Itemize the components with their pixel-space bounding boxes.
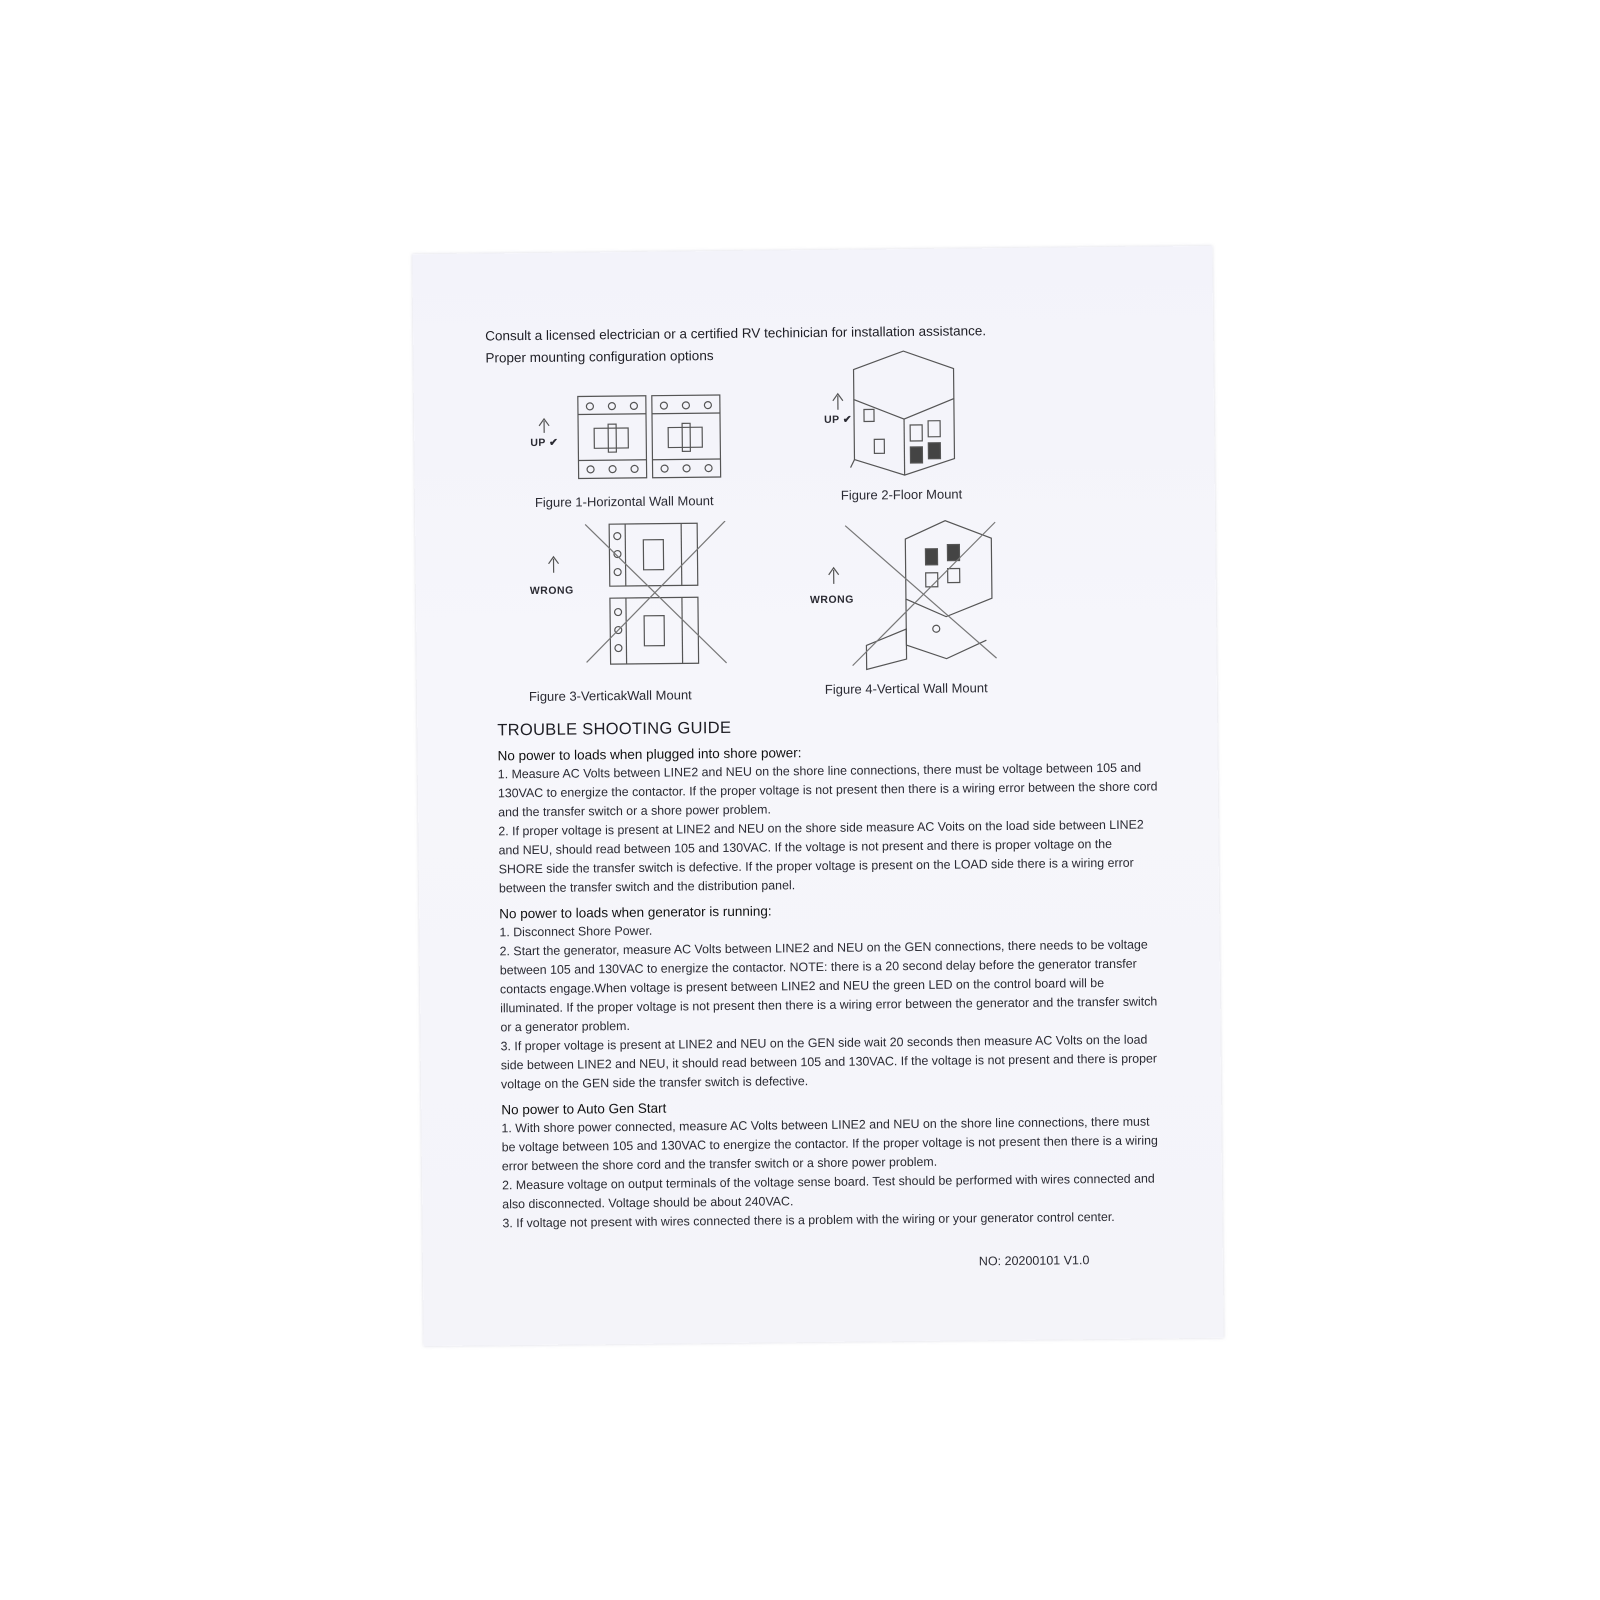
auto-gen-item-1: 1. With shore power connected, measure AC Volts between LINE2 and NEU on the shore line connections, there must be voltage between 105 and 130VAC to energize the contactor. If the proper voltage is not present then there is a wiring error between the shore cord and the transfer switch or a shore power problem. (501, 1114, 1158, 1174)
auto-gen-item-2: 2. Measure voltage on output terminals of the voltage sense board. Test should be performed with wires connected and also disconnected. Voltage should be about 240VAC. (501, 1171, 1155, 1212)
generator-item-3: 3. If proper voltage is present at LINE2 and NEU on the GEN side wait 20 seconds then measure AC Volts on the load side between LINE2 and NEU, it should read between 105 and 130VAC. If the voltage is not present and there is proper voltage on the GEN side the transfer switch is defective. (500, 1032, 1158, 1092)
section-auto-gen-start-heading: No power to Auto Gen Start (501, 1100, 667, 1118)
figure-3-vertical-wall-mount (525, 520, 827, 713)
guide-title: TROUBLE SHOOTING GUIDE (497, 718, 732, 740)
instruction-sheet (412, 246, 1223, 1346)
figure-2-caption: Figure 2-Floor Mount (840, 486, 963, 503)
trouble-shooting-guide (497, 714, 1162, 1233)
intro-mounting-line: Proper mounting configuration options (485, 348, 714, 366)
figure-4-vertical-wall-mount (805, 517, 1107, 710)
figure-3-wrong-label: WRONG (529, 584, 574, 598)
intro-consult-line: Consult a licensed electrician or a certified RV techinician for installation assistance. (485, 323, 987, 344)
figure-4-caption: Figure 4-Vertical Wall Mount (824, 680, 988, 697)
shore-power-item-2: 2. If proper voltage is present at LINE2 and NEU on the shore side measure AC Voits on the load side between LINE2 and NEU, should read between 105 and 130VAC. If the voltage is not present and there is proper voltage on the SHORE side the transfer switch is defective. If the proper voltage is present on the LOAD side there is a wiring error between the transfer switch and the distribution panel. (498, 817, 1144, 896)
document-number: NO: 20200101 V1.0 (978, 1253, 1090, 1269)
figure-3-illustration (525, 520, 827, 713)
figure-2-up-label: UP ✔ (823, 413, 853, 426)
section-generator-heading: No power to loads when generator is running: (499, 903, 772, 922)
figure-1-up-label: UP ✔ (530, 436, 559, 449)
section-shore-power-heading: No power to loads when plugged into shore power: (497, 745, 802, 764)
figure-3-caption: Figure 3-VerticakWall Mount (528, 687, 692, 705)
figure-2-floor-mount (823, 347, 1125, 540)
figure-2-illustration (823, 347, 1125, 540)
generator-item-1: 1. Disconnect Shore Power. (499, 923, 653, 940)
generator-item-2: 2. Start the generator, measure AC Volts between LINE2 and NEU on the GEN connections, there needs to be voltage between 105 and 130VAC to energize the contactor. NOTE: there is a 20 second delay before the generator transfer contacts engage.When voltage is present between LINE2 and NEU the green LED on the control board will be illuminated. If the proper voltage is not present then there is a wiring error between the generator and the transfer switch or a generator problem. (499, 937, 1158, 1035)
figure-4-wrong-label: WRONG (809, 593, 854, 607)
figure-1-caption: Figure 1-Horizontal Wall Mount (534, 493, 714, 510)
shore-power-item-1: 1. Measure AC Volts between LINE2 and NEU on the shore line connections, there must be voltage between 105 and 130VAC to energize the contactor. If the proper voltage is not present then there is a wiring error between the shore cord and the transfer switch or a shore power problem. (497, 760, 1158, 820)
auto-gen-item-3: 3. If voltage not present with wires connected there is a problem with the wiring or your generator control center. (502, 1209, 1115, 1231)
